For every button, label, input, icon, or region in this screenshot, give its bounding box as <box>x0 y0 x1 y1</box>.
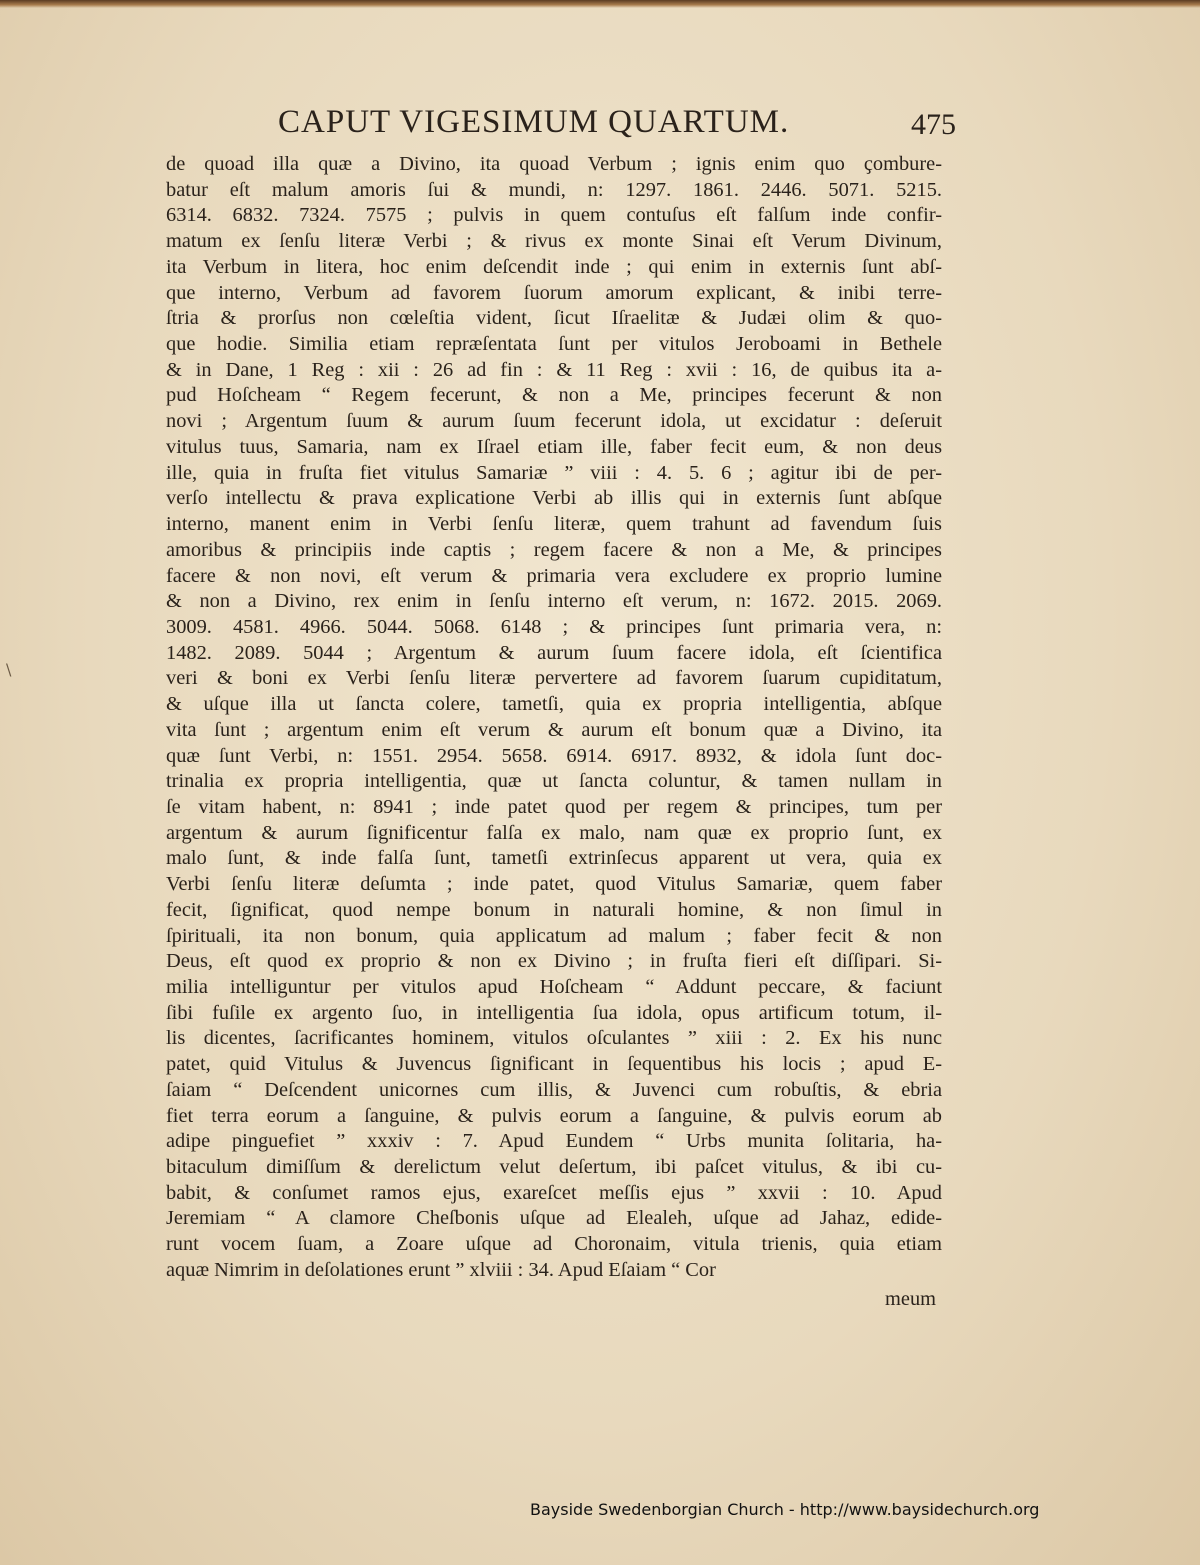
text-line: runt vocem ſuam, a Zoare uſque ad Choronaim, vitula trienis, quia etiam <box>166 1233 942 1256</box>
text-line: ſaiam “ Deſcendent unicornes cum illis, & Juvenci cum robuſtis, & ebria <box>166 1078 942 1101</box>
text-line: Verbi ſenſu literæ deſumta ; inde patet, quod Vitulus Samariæ, quem faber <box>166 873 942 896</box>
page-header <box>160 104 960 154</box>
text-line: malo ſunt, & inde falſa ſunt, tametſi extrinſecus apparent ut vera, quia ex <box>166 847 942 870</box>
text-line: & non a Divino, rex enim in ſenſu interno eſt verum, n: 1672. 2015. 2069. <box>166 590 942 613</box>
text-line: Deus, eſt quod ex proprio & non ex Divino ; in fruſta fieri eſt diſſipari. Si- <box>166 950 942 973</box>
text-line: matum ex ſenſu literæ Verbi ; & rivus ex monte Sinai eſt Verum Divinum, <box>166 230 942 253</box>
text-line: argentum & aurum ſignificentur falſa ex malo, nam quæ ex proprio ſunt, ex <box>166 821 942 844</box>
text-line: lis dicentes, ſacrificantes hominem, vitulos oſculantes ” xiii : 2. Ex his nunc <box>166 1027 942 1050</box>
text-line: que interno, Verbum ad favorem ſuorum amorum explicant, & inibi terre- <box>166 281 942 304</box>
text-line: fecit, ſignificat, quod nempe bonum in naturali homine, & non ſimul in <box>166 898 942 921</box>
text-line: & uſque illa ut ſancta colere, tametſi, quia ex propria intelligentia, abſque <box>166 693 942 716</box>
text-line: ita Verbum in litera, hoc enim deſcendit inde ; qui enim in externis ſunt abſ- <box>166 255 942 278</box>
text-line: ſpirituali, ita non bonum, quia applicatum ad malum ; faber fecit & non <box>166 924 942 947</box>
footer-credit: Bayside Swedenborgian Church - http://www.baysidechurch.org <box>530 1500 1040 1519</box>
text-line: vitulus tuus, Samaria, nam ex Iſrael etiam ille, faber fecit eum, & non deus <box>166 435 942 458</box>
text-line: ſibi fuſile ex argento ſuo, in intelligentia ſua idola, opus artificum totum, il- <box>166 1001 942 1024</box>
text-line: verſo intellectu & prava explicatione Verbi ab illis qui in externis ſunt abſque <box>166 487 942 510</box>
text-line: 1482. 2089. 5044 ; Argentum & aurum ſuum facere idola, eſt ſcientifica <box>166 641 942 664</box>
catchword: meum <box>885 1288 936 1310</box>
text-line: quæ ſunt Verbi, n: 1551. 2954. 5658. 6914. 6917. 8932, & idola ſunt doc- <box>166 744 942 767</box>
margin-ink-mark: \ <box>6 660 12 679</box>
text-line: 3009. 4581. 4966. 5044. 5068. 6148 ; & principes ſunt primaria vera, n: <box>166 615 942 638</box>
text-line: patet, quid Vitulus & Juvencus ſignificant in ſequentibus his locis ; apud E- <box>166 1053 942 1076</box>
text-line: ille, quia in fruſta fiet vitulus Samariæ ” viii : 4. 5. 6 ; agitur ibi de per- <box>166 461 942 484</box>
text-line: babit, & conſumet ramos ejus, exareſcet meſſis ejus ” xxvii : 10. Apud <box>166 1181 942 1204</box>
page-number: 475 <box>911 108 956 141</box>
text-line: pud Hoſcheam “ Regem fecerunt, & non a Me, principes fecerunt & non <box>166 384 942 407</box>
text-line: batur eſt malum amoris ſui & mundi, n: 1297. 1861. 2446. 5071. 5215. <box>166 178 942 201</box>
running-title: CAPUT VIGESIMUM QUARTUM. <box>278 104 790 140</box>
text-line: & in Dane, 1 Reg : xii : 26 ad fin : & 11 Reg : xvii : 16, de quibus ita a- <box>166 358 942 381</box>
text-line: amoribus & principiis inde captis ; regem facere & non a Me, & principes <box>166 538 942 561</box>
text-line: 6314. 6832. 7324. 7575 ; pulvis in quem contuſus eſt falſum inde confir- <box>166 204 942 227</box>
text-line: vita ſunt ; argentum enim eſt verum & aurum eſt bonum quæ a Divino, ita <box>166 718 942 741</box>
text-line: interno, manent enim in Verbi ſenſu literæ, quem trahunt ad favendum ſuis <box>166 513 942 536</box>
text-line: de quoad illa quæ a Divino, ita quoad Verbum ; ignis enim quo ҫombure- <box>166 153 942 175</box>
text-line: aquæ Nimrim in deſolationes erunt ” xlviii : 34. Apud Eſaiam “ Cor <box>166 1258 716 1281</box>
page-top-edge <box>0 0 1200 8</box>
text-line: que hodie. Similia etiam repræſentata ſunt per vitulos Jeroboami in Bethele <box>166 333 942 356</box>
text-line: trinalia ex propria intelligentia, quæ ut ſancta coluntur, & tamen nullam in <box>166 770 942 793</box>
text-line: Jeremiam “ A clamore Cheſbonis uſque ad Elealeh, uſque ad Jahaz, edide- <box>166 1207 942 1230</box>
text-line: ſtria & prorſus non cœleſtia vident, ſicut Iſraelitæ & Judæi olim & quo- <box>166 307 942 330</box>
text-line: veri & boni ex Verbi ſenſu literæ pervertere ad favorem ſuarum cupiditatum, <box>166 667 942 690</box>
text-line: fiet terra eorum a ſanguine, & pulvis eorum a ſanguine, & pulvis eorum ab <box>166 1104 942 1127</box>
text-line: milia intelliguntur per vitulos apud Hoſcheam “ Addunt peccare, & faciunt <box>166 976 942 998</box>
body-text <box>166 152 942 1284</box>
text-line: facere & non novi, eſt verum & primaria vera excludere ex proprio lumine <box>166 564 942 587</box>
text-line: ſe vitam habent, n: 8941 ; inde patet quod per regem & principes, tum per <box>166 795 942 818</box>
text-line: novi ; Argentum ſuum & aurum ſuum fecerunt idola, ut excidatur : deſeruit <box>166 410 942 433</box>
text-line: bitaculum dimiſſum & derelictum velut deſertum, ibi paſcet vitulus, & ibi cu- <box>166 1156 942 1179</box>
text-line: adipe pinguefiet ” xxxiv : 7. Apud Eundem “ Urbs munita ſolitaria, ha- <box>166 1130 942 1153</box>
